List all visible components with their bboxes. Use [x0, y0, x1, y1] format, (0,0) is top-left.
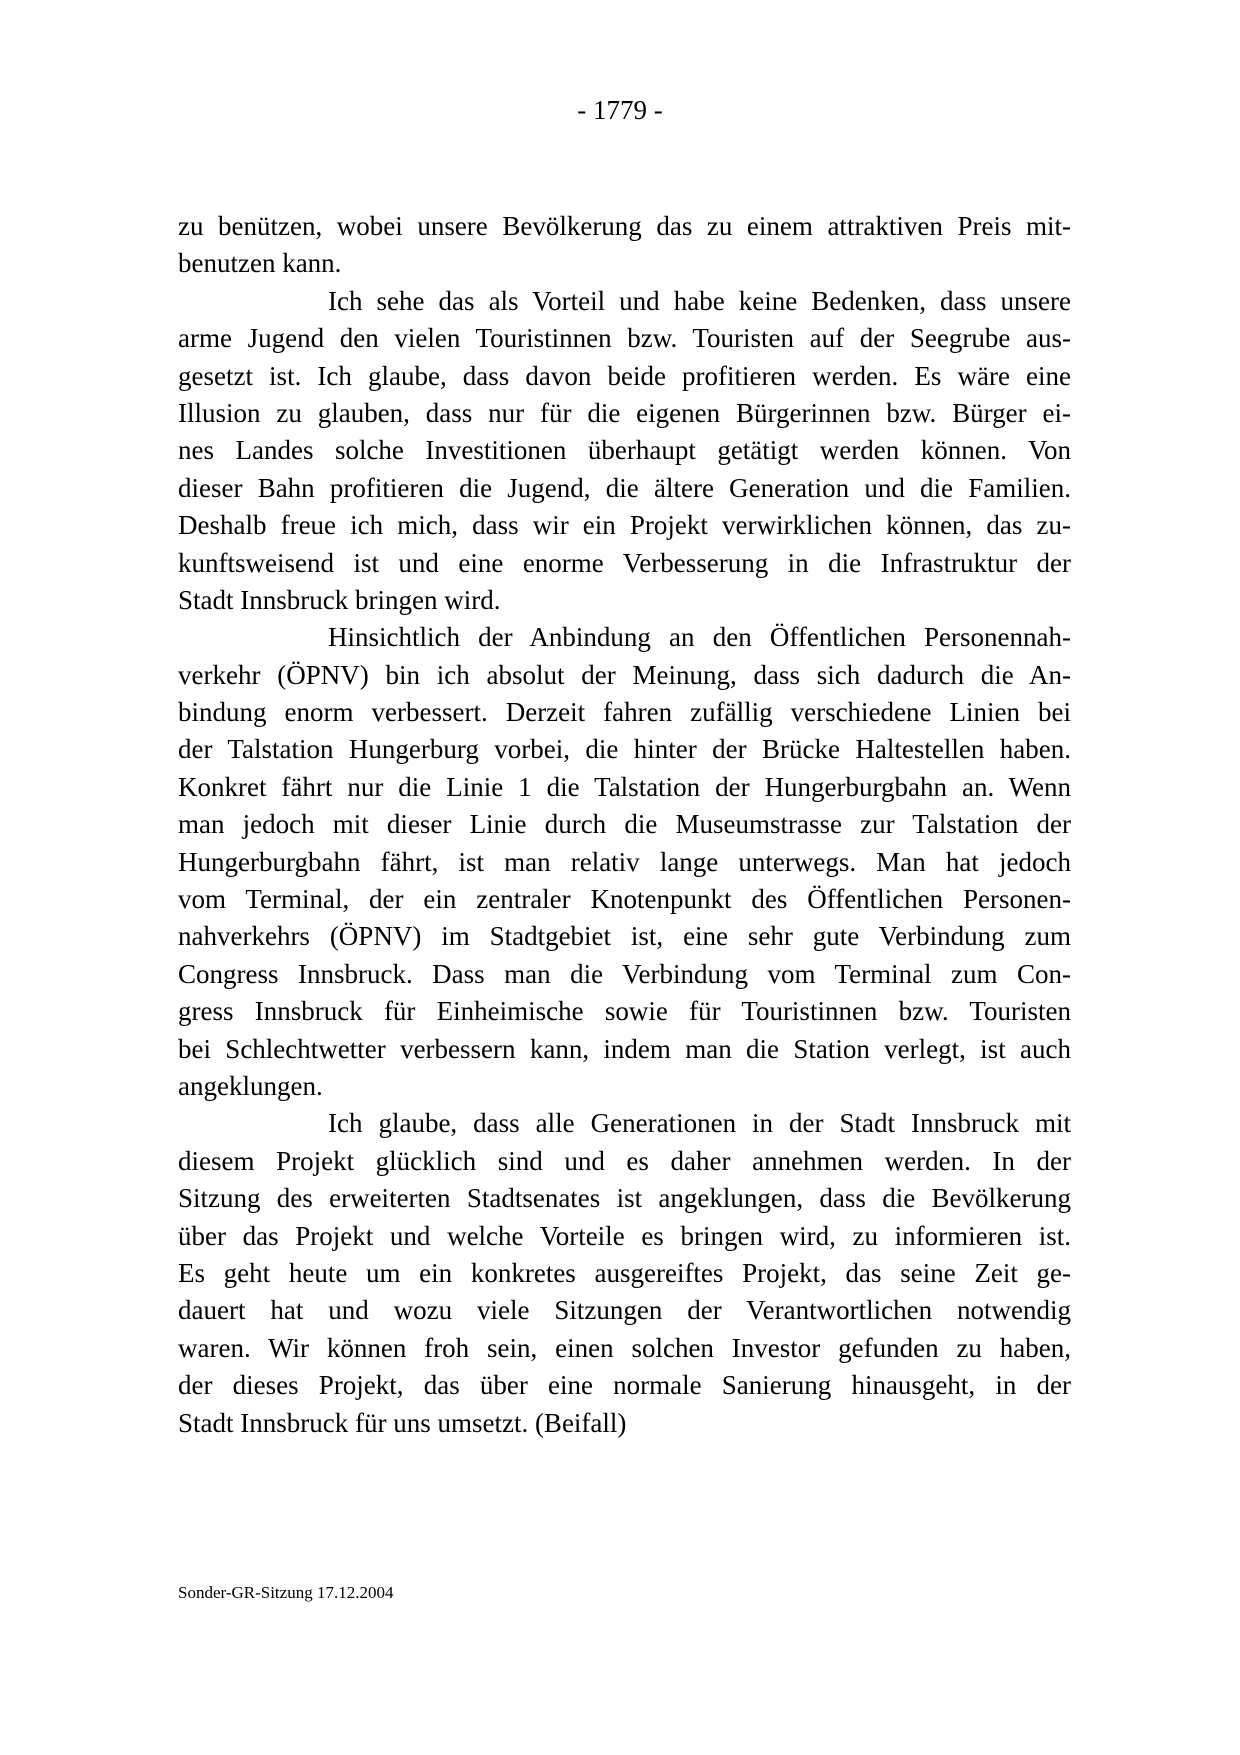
- text-line: Es geht heute um ein konkretes ausgereiftes Projekt, das seine Zeit ge-: [178, 1257, 1071, 1288]
- text-line: Hungerburgbahn fährt, ist man relativ lange unterwegs. Man hat jedoch: [178, 846, 1071, 877]
- paragraph-2: [178, 283, 1071, 620]
- text-line: bindung enorm verbessert. Derzeit fahren zufällig verschiedene Linien bei: [178, 697, 1071, 728]
- text-line: gress Innsbruck für Einheimische sowie für Touristinnen bzw. Touristen: [178, 996, 1071, 1027]
- text-line: Hinsichtlich der Anbindung an den Öffentlichen Personennah-: [328, 622, 1071, 653]
- text-line: Konkret fährt nur die Linie 1 die Talstation der Hungerburgbahn an. Wenn: [178, 771, 1071, 802]
- text-line: nes Landes solche Investitionen überhaupt getätigt werden können. Von: [178, 435, 1071, 466]
- text-line: waren. Wir können froh sein, einen solchen Investor gefunden zu haben,: [178, 1332, 1071, 1363]
- text-line: man jedoch mit dieser Linie durch die Museumstrasse zur Talstation der: [178, 809, 1071, 840]
- text-line: dauert hat und wozu viele Sitzungen der Verantwortlichen notwendig: [178, 1295, 1071, 1326]
- paragraph-4: [178, 1105, 1071, 1442]
- footer-session-note: Sonder-GR-Sitzung 17.12.2004: [178, 1583, 394, 1602]
- text-line: diesem Projekt glücklich sind und es daher annehmen werden. In der: [178, 1145, 1071, 1176]
- text-line: über das Projekt und welche Vorteile es bringen wird, zu informieren ist.: [178, 1220, 1071, 1251]
- text-line: verkehr (ÖPNV) bin ich absolut der Meinung, dass sich dadurch die An-: [178, 659, 1071, 690]
- text-line: dieser Bahn profitieren die Jugend, die ältere Generation und die Familien.: [178, 472, 1071, 503]
- text-line: Deshalb freue ich mich, dass wir ein Projekt verwirklichen können, das zu-: [178, 510, 1071, 541]
- text-line: benutzen kann.: [178, 248, 342, 279]
- text-line: kunftsweisend ist und eine enorme Verbesserung in die Infrastruktur der: [178, 547, 1071, 578]
- body-text: [178, 208, 1071, 1442]
- text-line: zu benützen, wobei unsere Bevölkerung das zu einem attraktiven Preis mit-: [178, 211, 1071, 241]
- text-line: gesetzt ist. Ich glaube, dass davon beide profitieren werden. Es wäre eine: [178, 360, 1071, 391]
- page-number: - 1779 -: [577, 95, 663, 125]
- paragraph-1: [178, 208, 1071, 283]
- text-line: der Talstation Hungerburg vorbei, die hinter der Brücke Haltestellen haben.: [178, 734, 1071, 765]
- text-line: vom Terminal, der ein zentraler Knotenpunkt des Öffentlichen Personen-: [178, 884, 1071, 915]
- text-line: Ich glaube, dass alle Generationen in der Stadt Innsbruck mit: [328, 1108, 1071, 1139]
- text-line: Congress Innsbruck. Dass man die Verbindung vom Terminal zum Con-: [178, 958, 1071, 989]
- text-line: Ich sehe das als Vorteil und habe keine Bedenken, dass unsere: [328, 285, 1071, 316]
- text-line: Sitzung des erweiterten Stadtsenates ist angeklungen, dass die Bevölkerung: [178, 1183, 1071, 1214]
- text-line: Stadt Innsbruck bringen wird.: [178, 584, 501, 615]
- text-line: bei Schlechtwetter verbessern kann, indem man die Station verlegt, ist auch: [178, 1033, 1071, 1064]
- text-line: Stadt Innsbruck für uns umsetzt. (Beifall): [178, 1407, 627, 1438]
- text-line: angeklungen.: [178, 1070, 323, 1101]
- text-line: nahverkehrs (ÖPNV) im Stadtgebiet ist, eine sehr gute Verbindung zum: [178, 921, 1071, 952]
- text-line: arme Jugend den vielen Touristinnen bzw. Touristen auf der Seegrube aus-: [178, 323, 1071, 354]
- text-line: Illusion zu glauben, dass nur für die eigenen Bürgerinnen bzw. Bürger ei-: [178, 397, 1071, 428]
- paragraph-3: [178, 619, 1071, 1105]
- text-line: der dieses Projekt, das über eine normale Sanierung hinausgeht, in der: [178, 1370, 1071, 1401]
